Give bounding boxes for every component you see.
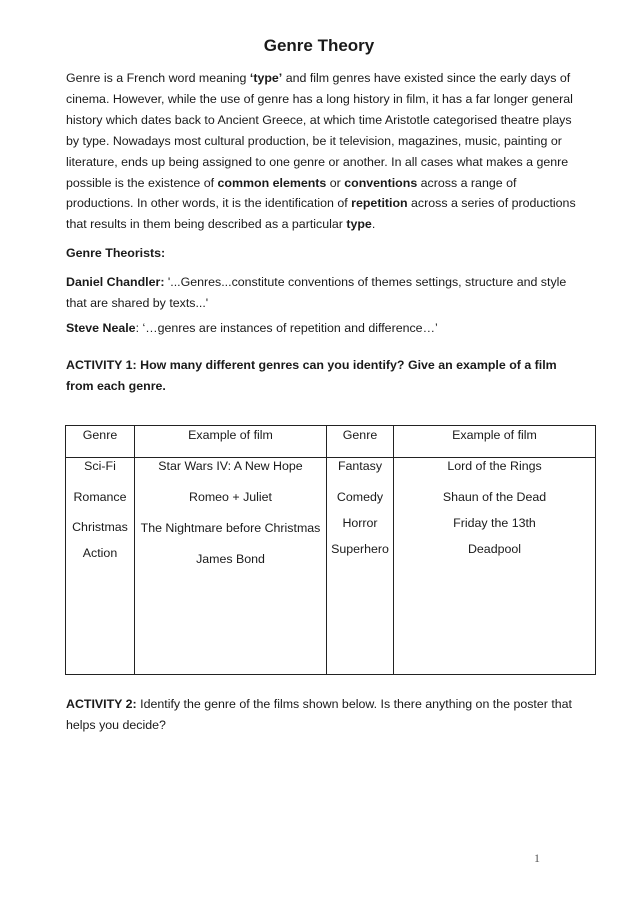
table-cell-film: Deadpool xyxy=(467,542,522,556)
table-cell-film: Lord of the Rings xyxy=(447,459,542,473)
table-header-genre-2: Genre xyxy=(342,428,378,442)
intro-text: and film genres have existed since the early days of cinema. However, while the use of genre has a long history in film, it has a far longer general history which dates back to Ancient Greece, at which time Aristotle categorised theatre plays by type. Nowadays most cultural production, be it television, magazines, music, painting or literature, ends up being assigned to one genre or another. In all cases what makes a genre possible is the existence of xyxy=(66,71,573,190)
chandler-name: Daniel Chandler: xyxy=(66,275,165,289)
intro-text: . xyxy=(371,217,376,232)
table-header-genre: Genre xyxy=(82,428,118,442)
table-header-divider xyxy=(66,457,595,458)
table-cell-genre: Action xyxy=(82,546,118,560)
table-header-example-2: Example of film xyxy=(452,428,537,442)
table-cell-film: Star Wars IV: A New Hope xyxy=(158,459,303,473)
intro-bold-repetition: repetition xyxy=(351,196,408,211)
table-cell-genre: Fantasy xyxy=(337,459,383,473)
chandler-quote-text: '...Genres...constitute conventions of themes settings, structure and style that are shared by texts...' xyxy=(66,275,567,310)
neale-quote xyxy=(66,318,586,339)
activity1-heading: ACTIVITY 1: How many different genres can you identify? Give an example of a film from each genre. xyxy=(66,358,557,393)
activity2-label: ACTIVITY 2: xyxy=(66,697,137,711)
table-cell-film: Friday the 13th xyxy=(453,516,536,530)
table-cell-film: Shaun of the Dead xyxy=(442,490,547,504)
intro-bold-common-elements: common elements xyxy=(217,175,327,190)
table-cell-film: Romeo + Juliet xyxy=(189,490,272,504)
table-cell-genre: Romance xyxy=(73,490,127,504)
intro-bold-conventions: conventions xyxy=(344,175,418,190)
table-cell-genre: Comedy xyxy=(336,490,384,504)
table-cell-genre: Sci-Fi xyxy=(84,459,116,473)
intro-bold-type: type xyxy=(346,217,372,232)
chandler-quote xyxy=(66,272,586,314)
table-cell-film: James Bond xyxy=(196,552,265,566)
theorists-heading: Genre Theorists: xyxy=(66,246,166,260)
intro-text: across a range of productions. In other words, it is the identification of xyxy=(66,175,517,211)
intro-paragraph xyxy=(66,68,586,235)
neale-quote-text: : ‘…genres are instances of repetition and difference…’ xyxy=(135,321,438,335)
table-header-example: Example of film xyxy=(188,428,273,442)
intro-bold-type-quote: ‘type’ xyxy=(249,71,283,85)
intro-text: Genre is a French word meaning xyxy=(66,71,250,85)
page-number: 1 xyxy=(534,851,540,865)
intro-text: or xyxy=(326,175,345,190)
activity2-paragraph xyxy=(66,694,586,736)
table-cell-genre: Superhero xyxy=(331,542,389,556)
intro-text: across a series of productions that results in them being described as a particular xyxy=(66,196,576,232)
neale-name: Steve Neale xyxy=(66,321,136,335)
table-cell-film: The Nightmare before Christmas xyxy=(140,521,321,535)
genre-table xyxy=(65,425,596,675)
table-cell-genre: Horror xyxy=(342,516,378,530)
page-title: Genre Theory xyxy=(263,36,375,55)
activity2-text: Identify the genre of the films shown below. Is there anything on the poster that helps you decide? xyxy=(66,697,572,732)
table-cell-genre: Christmas xyxy=(72,520,128,534)
